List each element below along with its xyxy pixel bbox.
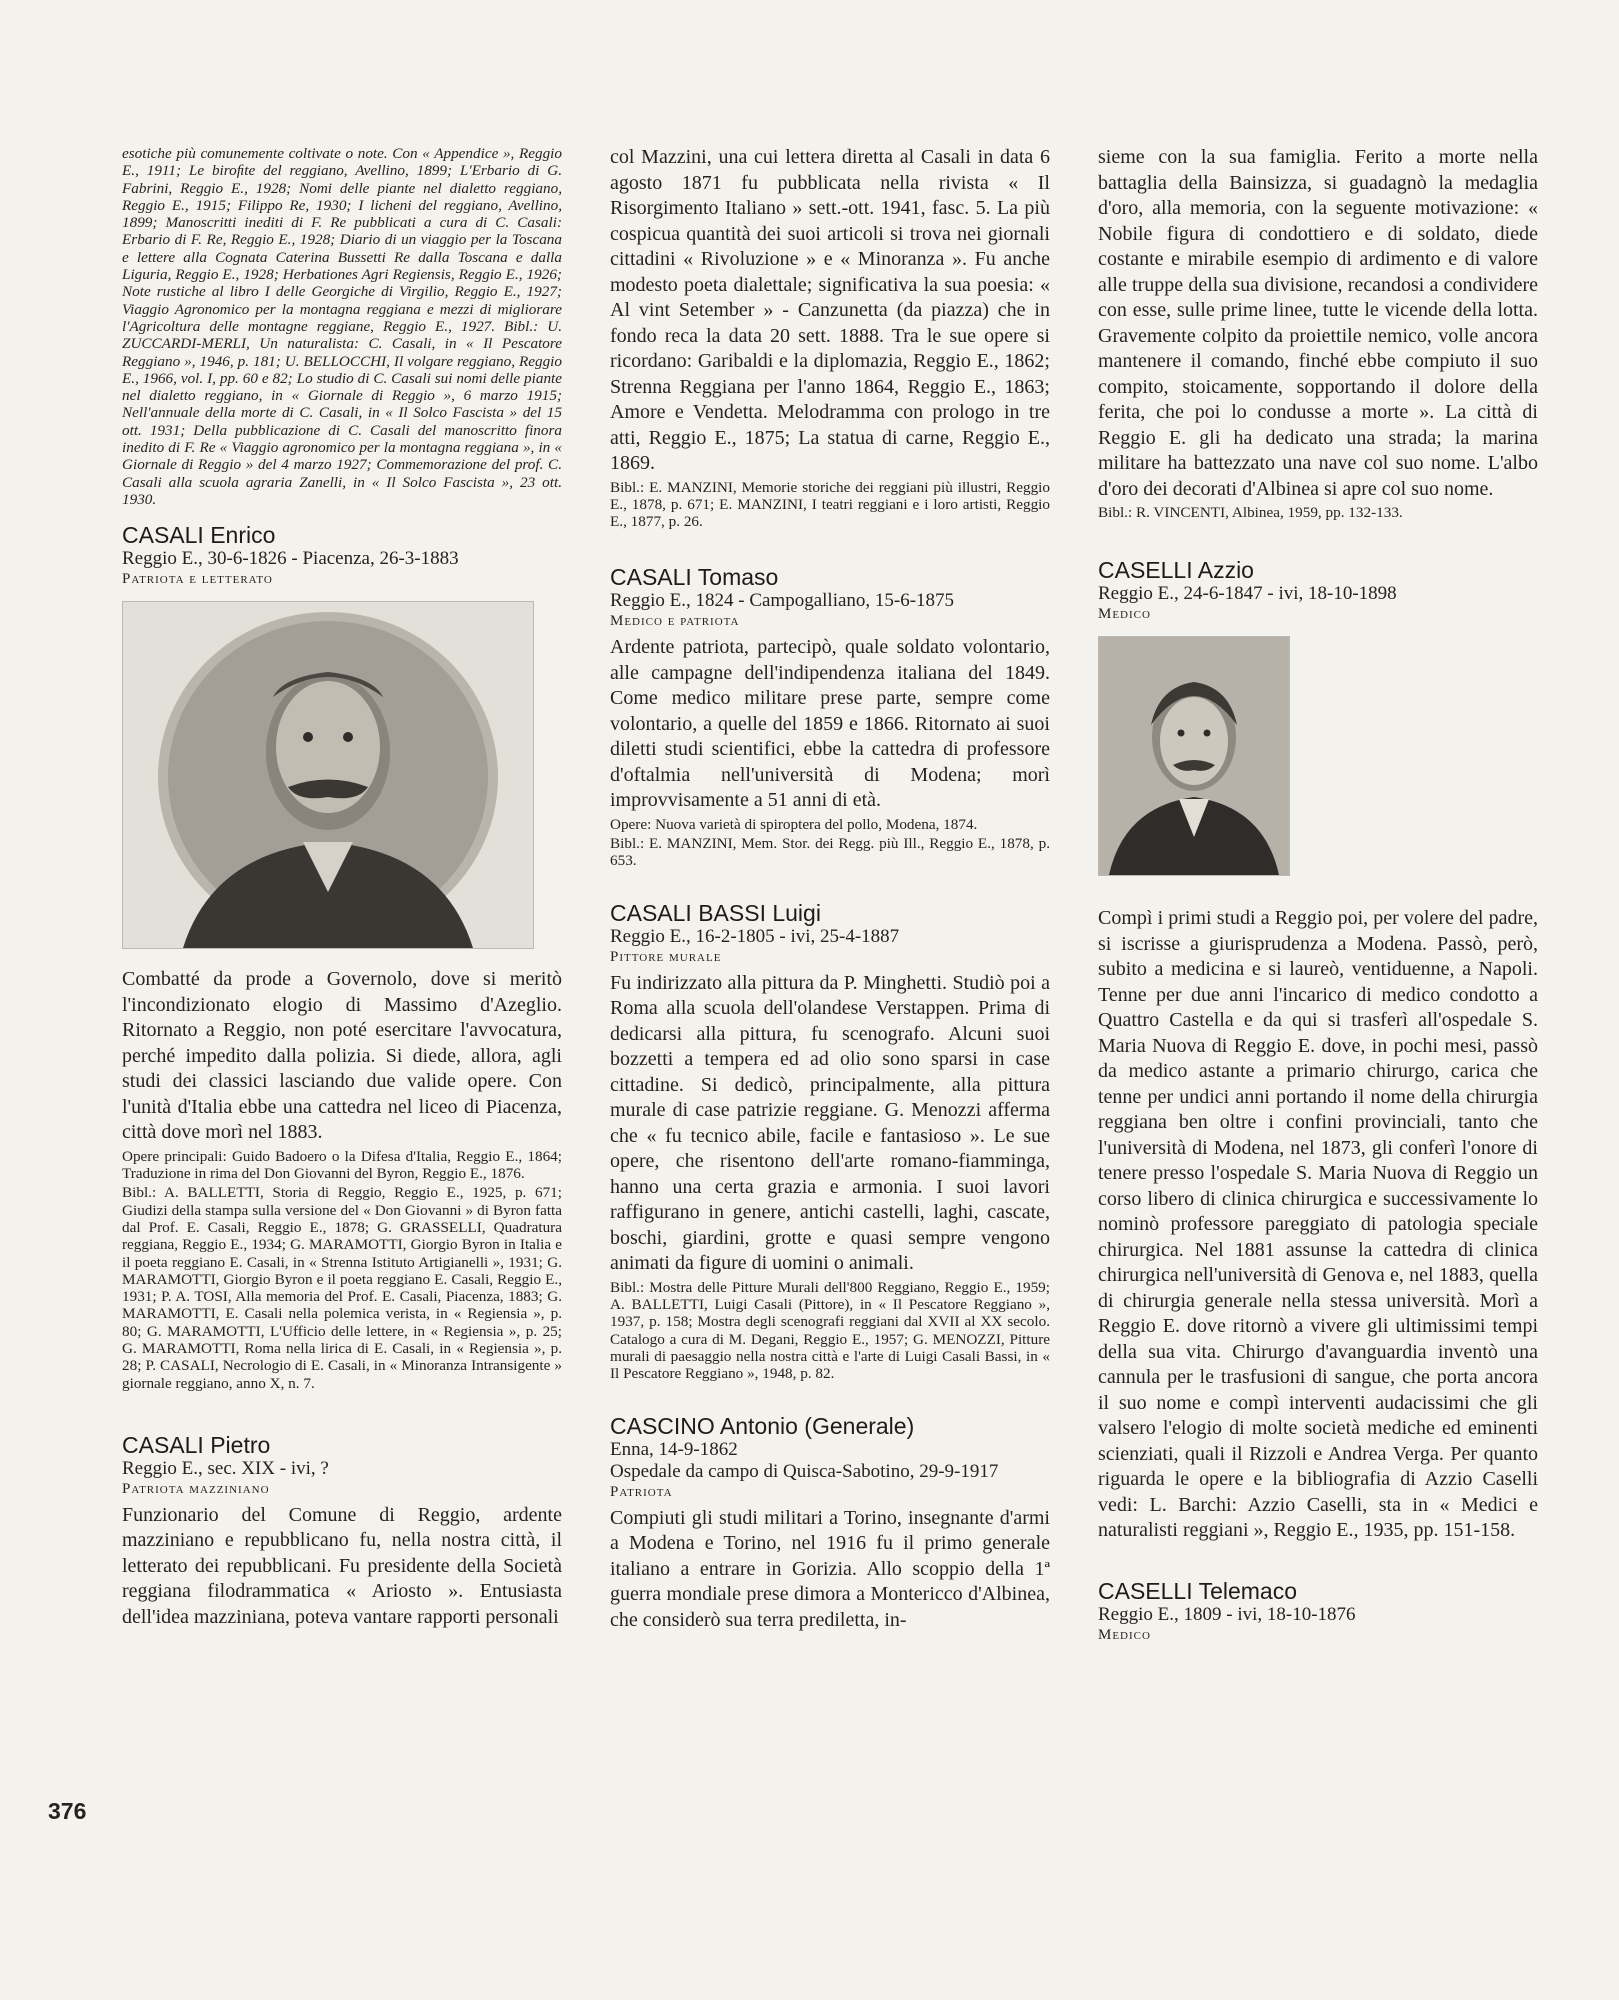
entry-bibliography: Bibl.: R. VINCENTI, Albinea, 1959, pp. 132-133. (1098, 504, 1403, 521)
entry-name: CASELLI Telemaco (1098, 1577, 1298, 1604)
entry-bibliography: Bibl.: E. MANZINI, Memorie storiche dei reggiani più illustri, Reggio E., 1878, p. 671; E. MANZINI, I teatri reggiani e i loro artisti, Reggio E., 1877, p. 26. (610, 478, 1050, 531)
entry-dates: Reggio E., 16-2-1805 - ivi, 25-4-1887 (610, 925, 900, 947)
entry-dates: Reggio E., 30-6-1826 - Piacenza, 26-3-1883 (122, 548, 459, 570)
entry-name: CASALI Tomaso (610, 564, 779, 591)
entry-role: Medico e patriota (610, 613, 740, 630)
entry-casali-enrico (122, 522, 562, 1392)
entry-name: CASELLI Azzio (1098, 557, 1254, 584)
entry-caselli-azzio (1098, 557, 1538, 1544)
entry-name: CASALI Enrico (122, 522, 276, 549)
portrait-caselli-azzio (1098, 636, 1290, 876)
entry-works: Opere: Nuova varietà di spiroptera del pollo, Modena, 1874. (610, 815, 978, 833)
entry-role: Patriota e letterato (122, 571, 273, 588)
entry-caselli-telemaco (1098, 1578, 1538, 1645)
entry-text: Funzionario del Comune di Reggio, ardente mazziniano e repubblicano fu, nella nostra città, il letterato dei repubblicani. Fu presidente della Società reggiana filodrammatica « Ariosto ». Entusiasta dell'idea mazziniana, poteva vantare rapporti personali (122, 1503, 562, 1628)
entry-dates: Reggio E., sec. XIX - ivi, ? (122, 1457, 329, 1479)
entry-dates: Enna, 14-9-1862 (610, 1438, 738, 1460)
entry-role: Medico (1098, 606, 1151, 623)
entry-role: Pittore murale (610, 948, 722, 965)
portrait-casali-enrico (122, 601, 534, 949)
entry-text-continued: col Mazzini, una cui lettera diretta al Casali in data 6 agosto 1871 fu pubblicata nella rivista « Il Risorgimento Italiano » sett.-ott. 1941, fasc. 5. La più cospicua quantità dei suoi articoli si trova nei giornali cittadini « Rivoluzione » e « Minoranza ». Fu anche modesto poeta dialettale; significativa la sua poesia: « Al vint Setember » - Canzunetta (da piazza) che in fondo reca la data 20 sett. 1888. Tra le sue opere si ricordano: Garibaldi e la diplomazia, Reggio E., 1862; Strenna Reggiana per l'anno 1864, Reggio E., 1863; Amore e Vendetta. Melodramma con prologo in tre atti, Reggio E., 1875; La statua di carne, Reggio E., 1869. (610, 146, 1050, 474)
oval-portrait-photo (123, 602, 533, 948)
page-number: 376 (48, 1798, 87, 1824)
entry-dates: Reggio E., 1824 - Campogalliano, 15-6-1875 (610, 590, 955, 612)
entry-bibliography: Bibl.: E. MANZINI, Mem. Stor. dei Regg. più Ill., Reggio E., 1878, p. 653. (610, 835, 1050, 870)
rectangular-portrait-photo (1099, 637, 1289, 875)
entry-name: CASCINO Antonio (Generale) (610, 1412, 915, 1439)
entry-cascino-antonio (610, 1413, 1050, 1634)
entry-name: CASALI BASSI Luigi (610, 899, 821, 926)
entry-casali-pietro (122, 1432, 562, 1631)
entry-dates: Reggio E., 1809 - ivi, 18-10-1876 (1098, 1603, 1356, 1625)
column-2 (610, 145, 1050, 1633)
entry-text: Combatté da prode a Governolo, dove si meritò l'incondizionato elogio di Massimo d'Azeglio. Ritornato a Reggio, non poté esercitare l'avvocatura, perché impedito dalla polizia. Si diede, allora, agli studi dei classici lasciando due valide opere. Con l'unità d'Italia ebbe una cattedra nel liceo di Piacenza, città dove morì nel 1883. (122, 968, 562, 1144)
entry-role: Patriota mazziniano (122, 1480, 270, 1497)
entry-role: Patriota (610, 1483, 673, 1500)
entry-dates: Reggio E., 24-6-1847 - ivi, 18-10-1898 (1098, 583, 1397, 605)
entry-dates-death: Ospedale da campo di Quisca-Sabotino, 29-9-1917 (610, 1460, 999, 1482)
entry-text: Ardente patriota, partecipò, quale soldato volontario, alle campagne dell'indipendenza italiana del 1849. Come medico militare prese parte, sempre come volontario, a quelle del 1859 e 1866. Ritornato ai suoi diletti studi scientifici, ebbe la cattedra di professore d'oftalmia nell'università di Modena; morì improvvisamente a 51 anni di età. (610, 636, 1050, 812)
entry-casali-tomaso (610, 564, 1050, 869)
column-1 (122, 145, 562, 1630)
entry-name: CASALI Pietro (122, 1431, 271, 1458)
entry-bibliography: Bibl.: Mostra delle Pitture Murali dell'800 Reggiano, Reggio E., 1959; A. BALLETTI, Luigi Casali (Pittore), in « Il Pescatore Reggiano », 1937, p. 158; Mostra degli scenografi reggiani dal XVII al XX secolo. Catalogo a cura di M. Degani, Reggio E., 1957; G. MENOZZI, Pitture murali di paesaggio nella nostra città e l'arte di Luigi Casali Bassi, in « Il Pescatore Reggiano », 1948, p. 82. (610, 1278, 1050, 1383)
entry-text: Compì i primi studi a Reggio poi, per volere del padre, si iscrisse a giurisprudenza a Modena. Passò, però, subito a medicina e si laureò, ventiduenne, a Napoli. Tenne per due anni l'incarico di medico condotto a Quattro Castella e da qui si trasferì all'ospedale S. Maria Nuova di Reggio E. dove, in pochi mesi, passò da medico astante a primario chirurgo, carica che tenne per undici anni portando il nome della chirurgia reggiana ben oltre i confini provinciali, tanto che l'università di Modena, nel 1873, gli conferì l'onore di tenere presso l'ospedale S. Maria Nuova di Reggio un corso libero di clinica chirurgica e successivamente lo nominò professore pareggiato di patologia speciale chirurgica. Nel 1881 assunse la cattedra di clinica chirurgica nell'università di Genova e, nel 1883, quella di chirurgia generale nella stessa università. Morì a Reggio E. dove ritornò a vivere gli ultimissimi tempi della sua vita. Chirurgo d'avanguardia inventò una cannula per le trasfusioni di sangue, che porta ancora il suo nome e compì interventi audacissimi che gli valsero l'elogio di molte società mediche ed eminenti scienziati, quali il Rizzoli e Andrea Verga. Per quanto riguarda le opere e la bibliografia di Azzio Caselli vedi: L. Barchi: Azzio Caselli, sta in « Medici e naturalisti reggiani », Reggio E., 1935, pp. 151-158. (1098, 907, 1538, 1542)
column-3 (1098, 145, 1538, 1649)
entry-casali-bassi-luigi (610, 900, 1050, 1383)
entry-text-continued: sieme con la sua famiglia. Ferito a morte nella battaglia della Bainsizza, si guadagnò la medaglia d'oro, alla memoria, con la seguente motivazione: « Nobile figura di condottiero e di soldato, diede costante e mirabile esempio di ardimento e di valore alle truppe della sua divisione, recandosi a condividere con esse, sulle prime linee, tutte le vicende della lotta. Gravemente colpito da proiettile nemico, volle ancora mantenere il comando, finché ebbe compiuto il suo compito, stoicamente, sopportando il dolore della ferita, che poi lo condusse a morte ». La città di Reggio E. gli ha dedicato una strada; la marina militare ha battezzato una nave col suo nome. L'albo d'oro dei decorati d'Albinea si apre col suo nome. (1098, 146, 1538, 500)
continued-bibliography: esotiche più comunemente coltivate o note. Con « Appendice », Reggio E., 1911; Le biroﬁte del reggiano, Avellino, 1899; L'Erbario di G. Fabrini, Reggio E., 1928; Nomi delle piante nel dialetto reggiano, Reggio E., 1915; Filippo Re, 1930; I licheni del reggiano, Avellino, 1899; Manoscritti inediti di F. Re pubblicati a cura di C. Casali: Erbario di F. Re, Reggio E., 1928; Diario di un viaggio per la Toscana e lettere alla Cognata Caterina Bussetti Re dalla Toscana e dalla Liguria, Reggio E., 1928; Herbationes Agri Regiensis, Reggio E., 1926; Note rustiche al libro I delle Georgiche di Virgilio, Reggio E., 1927; Viaggio Agronomico per la montagna reggiana e mezzi di migliorare l'Agricoltura delle montagne reggiane, Reggio E., 1927. Bibl.: U. ZUCCARDI-MERLI, Un naturalista: C. Casali, in « Il Pescatore Reggiano », 1946, p. 181; U. BELLOCCHI, Il volgare reggiano, Reggio E., 1966, vol. I, pp. 60 e 82; Lo studio di C. Casali sui nomi delle piante nel dialetto reggiano, in « Giornale di Reggio », 6 marzo 1915; Nell'annuale della morte di C. Casali, in « Il Solco Fascista » del 15 ott. 1931; Della pubblicazione di C. Casali del manoscritto finora inedito di F. Re « Viaggio agronomico per la montagna reggiana », in « Giornale di Reggio » del 4 marzo 1927; Commemorazione del prof. C. Casali alla scuola agraria Zanelli, in « Il Solco Fascista », 23 ott. 1930. (122, 145, 562, 508)
entry-works: Opere principali: Guido Badoero o la Difesa d'Italia, Reggio E., 1864; Traduzione in rima del Don Giovanni del Byron, Reggio E., 1876. (122, 1147, 562, 1183)
entry-text: Compiuti gli studi militari a Torino, insegnante d'armi a Modena e Torino, nel 1916 fu il primo generale italiano a entrare in Gorizia. Allo scoppio della 1ª guerra mondiale prese dimora a Montericco d'Albinea, che considerò sua terra prediletta, in- (610, 1506, 1050, 1631)
entry-role: Medico (1098, 1626, 1151, 1643)
entry-text: Fu indirizzato alla pittura da P. Minghetti. Studiò poi a Roma alla scuola dell'olandese Verstappen. Prima di dedicarsi alla pittura, fu scenografo. Alcuni suoi bozzetti a tempera ed ad olio sono sparsi in case cittadine. Si dedicò, principalmente, alla pittura murale di case patrizie reggiane. G. Menozzi afferma che « fu tecnico abile, facile e fantasioso ». Le sue opere, che risentono dell'arte romano-fiamminga, hanno una certa grazia e armonia. I suoi lavori raffigurano in genere, antichi castelli, laghi, cascate, boschi, giardini, grotte e quasi sempre vengono animati da figure di uomini o animali. (610, 971, 1050, 1275)
entry-bibliography: Bibl.: A. BALLETTI, Storia di Reggio, Reggio E., 1925, p. 671; Giudizi della stampa sulla versione del « Don Giovanni » di Byron fatta dal Prof. E. Casali, Reggio E., 1878; G. GRASSELLI, Quadratura reggiana, Reggio E., 1934; G. MARAMOTTI, Giorgio Byron in Italia e il poeta reggiano E. Casali, in « Strenna Istituto Artigianelli », 1931; G. MARAMOTTI, Giorgio Byron e il poeta reggiano E. Casali, Reggio E., 1931; P. A. TOSI, Alla memoria del Prof. E. Casali, Piacenza, 1883; G. MARAMOTTI, E. Casali nella polemica verista, in « Regiensia », p. 80; G. MARAMOTTI, L'Ufficio delle lettere, in « Regiensia », p. 25; G. MARAMOTTI, Roma nella lirica di E. Casali, in « Regiensia », p. 28; P. CASALI, Necrologio di E. Casali, in « Minoranza Intransigente » giornale reggiano, anno X, n. 7. (122, 1184, 562, 1392)
